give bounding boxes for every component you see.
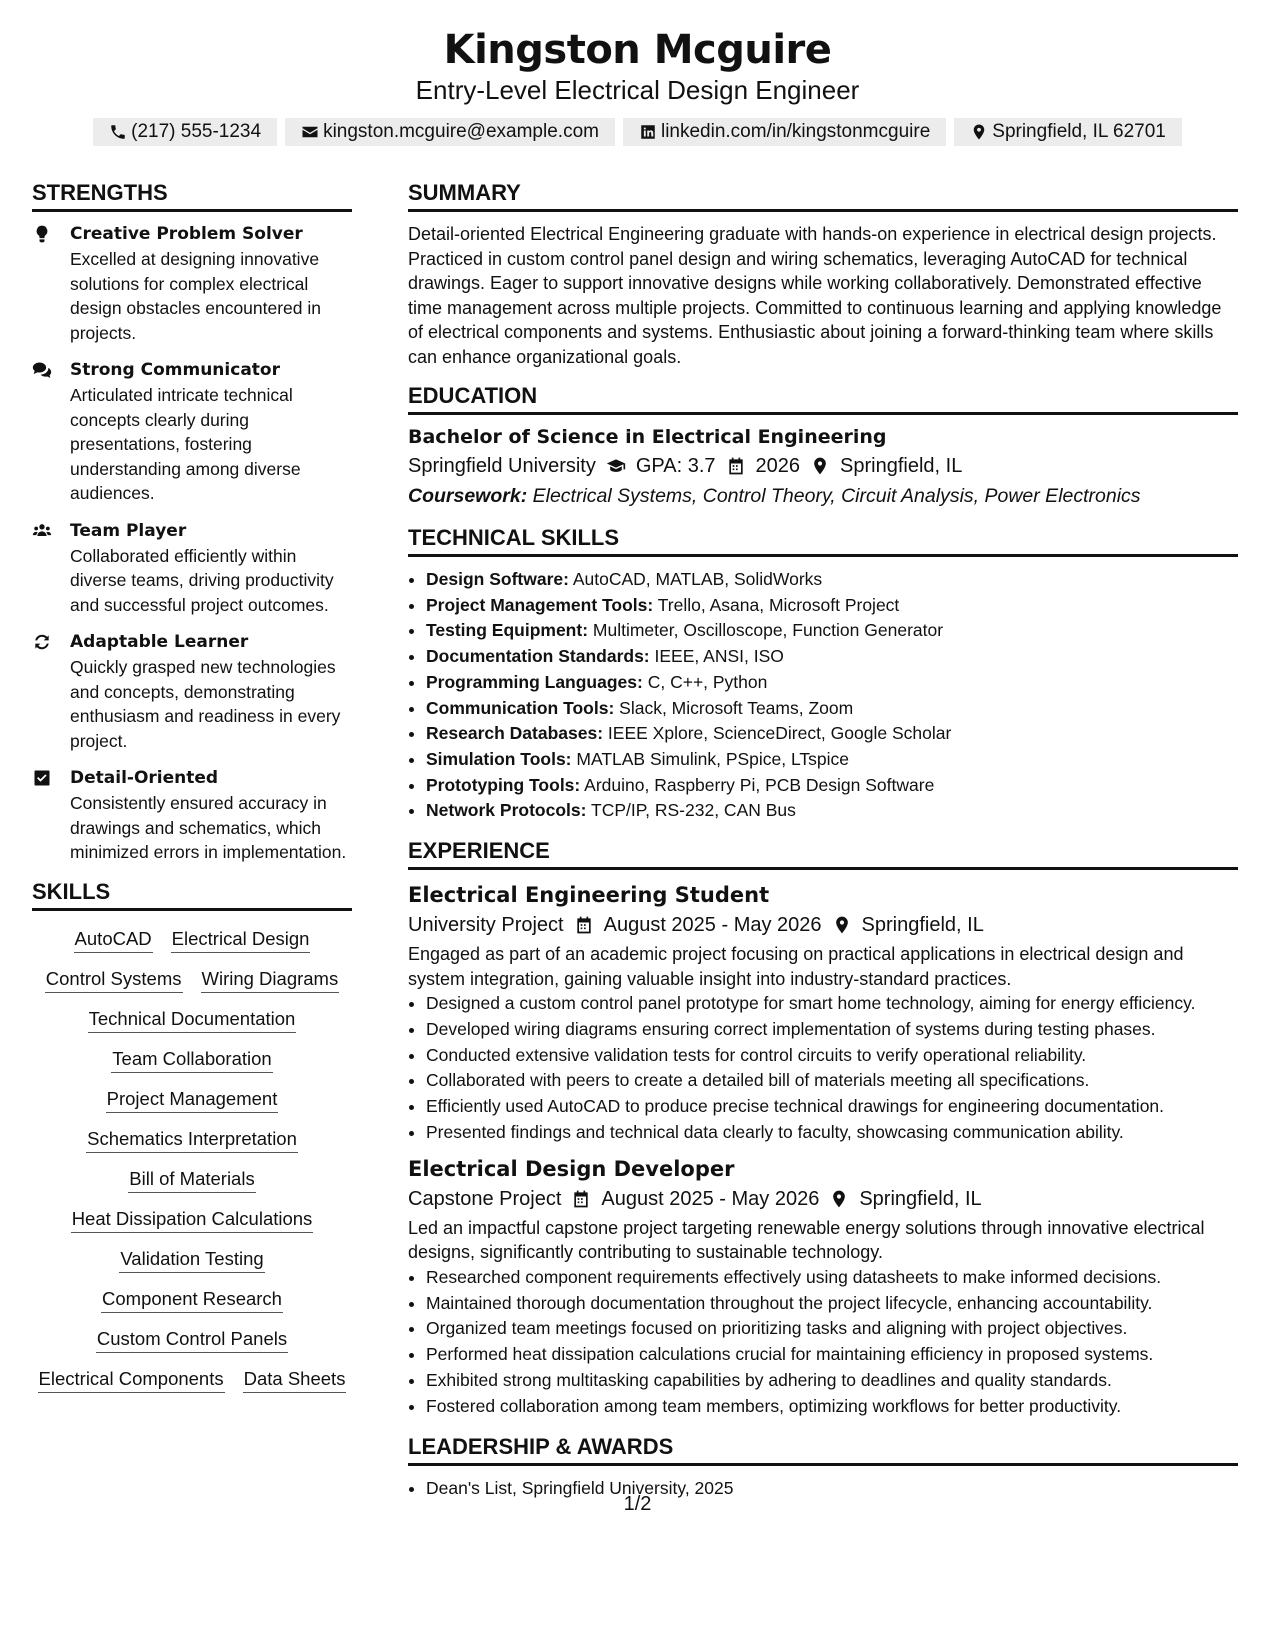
contact-phone [93, 118, 277, 146]
gpa-text: GPA: 3.7 [635, 455, 716, 477]
strength-item [32, 358, 352, 506]
summary-text: Detail-oriented Electrical Engineering graduate with hands-on experience in electrical design projects. Practiced in custom control panel design and wiring schematics, leveraging AutoCAD for technical drawings. Eager to support innovative designs while working collaboratively. Demonstrated effective time management across multiple projects. Committed to continuous learning and applying knowledge of electrical components and systems. Enthusiastic about joining a forward-thinking team where skills can enhance organizational goals. [408, 224, 1222, 367]
job-bullet: • Organized team meetings focused on prioritizing tasks and aligning with project objectives. [426, 1316, 1238, 1342]
email-text[interactable]: kingston.mcguire@example.com [323, 121, 599, 142]
job-bullet: • Researched component requirements effectively using datasheets to make informed decisions. [426, 1265, 1238, 1291]
strength-desc: Articulated intricate technical concepts clearly during presentations, fostering understanding among diverse audiences. [70, 385, 301, 503]
strengths-heading: STRENGTHS [32, 180, 352, 212]
tech-skill-label: Simulation Tools: [426, 748, 572, 769]
map-marker-icon [829, 1189, 849, 1209]
calendar-icon [574, 915, 594, 935]
tech-skill-label: Documentation Standards: [426, 646, 650, 667]
tech-skill-value: Arduino, Raspberry Pi, PCB Design Software [584, 774, 935, 795]
tech-skill-value: AutoCAD, MATLAB, SolidWorks [572, 569, 823, 589]
job-location: Springfield, IL [859, 1187, 982, 1210]
comments-icon [32, 360, 52, 380]
degree-title: Bachelor of Science in Electrical Engineering [408, 426, 887, 448]
job-bullet: • Conducted extensive validation tests for control circuits to verify operational reliability. [426, 1043, 1238, 1069]
linkedin-icon [639, 123, 657, 141]
strength-item [32, 630, 352, 753]
tech-skill-item [426, 644, 1238, 670]
job-dates: August 2025 - May 2026 [601, 1187, 820, 1210]
check-square-icon [32, 768, 52, 788]
technical-skills-list [408, 567, 1238, 824]
tech-skill-value: Trello, Asana, Microsoft Project [657, 594, 900, 615]
strength-desc: Collaborated efficiently within diverse teams, driving productivity and successful project outcomes. [70, 545, 334, 615]
job-bullets [408, 1265, 1238, 1420]
phone-icon [109, 123, 127, 141]
coursework-text: Electrical Systems, Control Theory, Circuit Analysis, Power Electronics [532, 485, 1141, 507]
skill-tag: Technical Documentation [88, 1005, 297, 1033]
award-item: • Dean's List, Springfield University, 2025 [426, 1476, 1238, 1502]
tech-skill-item [426, 670, 1238, 696]
contact-bar [0, 118, 1275, 146]
lightbulb-icon [32, 224, 52, 244]
job-bullet: • Performed heat dissipation calculations crucial for maintaining efficiency in proposed systems. [426, 1342, 1238, 1368]
tech-skill-label: Research Databases: [426, 723, 604, 744]
education-meta [408, 451, 1238, 481]
envelope-icon [301, 123, 319, 141]
experience-entry [408, 1154, 1238, 1420]
experience-entry [408, 880, 1238, 1146]
skill-tag: Bill of Materials [128, 1165, 255, 1193]
strength-desc: Consistently ensured accuracy in drawings and schematics, which minimized errors in implementation. [70, 793, 347, 862]
phone-text: (217) 555-1234 [131, 121, 262, 142]
map-marker-icon [810, 456, 830, 476]
job-title: Electrical Engineering Student [408, 883, 770, 908]
tech-skill-value: IEEE, ANSI, ISO [654, 646, 784, 667]
tech-skill-label: Network Protocols: [426, 800, 587, 821]
job-org: University Project [408, 914, 564, 937]
location-text: Springfield, IL 62701 [992, 121, 1166, 142]
contact-email[interactable] [285, 118, 615, 146]
job-bullet: • Presented findings and technical data clearly to faculty, showcasing communication ability. [426, 1120, 1238, 1146]
strength-desc: Quickly grasped new technologies and concepts, demonstrating enthusiasm and readiness in every project. [70, 657, 341, 751]
skill-tag: Data Sheets [243, 1365, 347, 1393]
skill-tag: Custom Control Panels [96, 1325, 288, 1353]
skill-tag: Control Systems [45, 965, 183, 993]
coursework [408, 481, 1238, 511]
candidate-headline: Entry-Level Electrical Design Engineer [415, 75, 860, 105]
job-meta [408, 910, 1238, 940]
job-location: Springfield, IL [861, 914, 984, 937]
skill-tag: Schematics Interpretation [86, 1125, 298, 1153]
candidate-name: Kingston Mcguire [443, 27, 832, 73]
job-org: Capstone Project [408, 1187, 562, 1210]
tech-skill-label: Project Management Tools: [426, 594, 654, 615]
job-bullet: • Collaborated with peers to create a detailed bill of materials meeting all specifications. [426, 1068, 1238, 1094]
tech-skill-value: TCP/IP, RS-232, CAN Bus [591, 800, 796, 821]
tech-skill-value: C, C++, Python [647, 671, 768, 692]
experience-heading: EXPERIENCE [408, 838, 1238, 870]
strength-desc: Excelled at designing innovative solutions for complex electrical design obstacles encountered in projects. [70, 249, 322, 343]
leadership-heading: LEADERSHIP & AWARDS [408, 1434, 1238, 1466]
right-column [408, 180, 1238, 1501]
tech-skill-value: Slack, Microsoft Teams, Zoom [619, 697, 854, 718]
job-summary: Engaged as part of an academic project focusing on practical applications in electrical design and system integration, gaining valuable insight into industry-standard practices. [408, 944, 1184, 989]
job-bullet: • Exhibited strong multitasking capabilities by adhering to deadlines and quality standards. [426, 1368, 1238, 1394]
tech-skill-label: Design Software: [426, 569, 569, 589]
skill-tag: Wiring Diagrams [201, 965, 340, 993]
skills-list [32, 921, 352, 1393]
skill-tag: Project Management [106, 1085, 279, 1113]
strength-item [32, 519, 352, 618]
technical-skills-heading: TECHNICAL SKILLS [408, 525, 1238, 557]
education-heading: EDUCATION [408, 383, 1238, 415]
skill-tag: Team Collaboration [111, 1045, 272, 1073]
linkedin-text[interactable]: linkedin.com/in/kingstonmcguire [660, 121, 931, 142]
summary-heading: SUMMARY [408, 180, 1238, 212]
tech-skill-item [426, 798, 1238, 824]
tech-skill-item [426, 696, 1238, 722]
calendar-icon [571, 1189, 591, 1209]
strength-item [32, 222, 352, 345]
job-bullet: • Designed a custom control panel prototype for smart home technology, aiming for energy efficiency. [426, 991, 1238, 1017]
skill-tag: Heat Dissipation Calculations [71, 1205, 314, 1233]
sync-icon [32, 632, 52, 652]
contact-linkedin[interactable] [623, 118, 946, 146]
resume-header [0, 0, 1275, 146]
job-bullet: • Maintained thorough documentation throughout the project lifecycle, enhancing accountability. [426, 1291, 1238, 1317]
tech-skill-value: IEEE Xplore, ScienceDirect, Google Scholar [607, 723, 952, 744]
graduation-year: 2026 [755, 455, 801, 477]
map-marker-icon [970, 123, 988, 141]
school-name: Springfield University [408, 455, 596, 477]
contact-location [954, 118, 1182, 146]
job-meta [408, 1184, 1238, 1214]
tech-skill-item [426, 721, 1238, 747]
strength-title: Creative Problem Solver [70, 224, 303, 244]
skill-tag: Electrical Components [38, 1365, 225, 1393]
skill-tag: Component Research [101, 1285, 283, 1313]
graduation-cap-icon [606, 456, 626, 476]
job-bullet: • Fostered collaboration among team members, optimizing workflows for better productivity. [426, 1394, 1238, 1420]
tech-skill-item [426, 567, 1238, 593]
tech-skill-item [426, 618, 1238, 644]
job-dates: August 2025 - May 2026 [603, 914, 822, 937]
tech-skill-label: Programming Languages: [426, 671, 643, 692]
skill-tag: Validation Testing [119, 1245, 264, 1273]
strength-title: Team Player [70, 520, 187, 541]
page-number: 1/2 [623, 1493, 652, 1515]
strength-title: Adaptable Learner [70, 632, 249, 652]
tech-skill-value: MATLAB Simulink, PSpice, LTspice [576, 748, 850, 769]
job-summary: Led an impactful capstone project targeting renewable energy solutions through innovative electrical designs, significantly contributing to sustainable technology. [408, 1217, 1205, 1263]
strength-title: Detail-Oriented [70, 768, 219, 788]
calendar-icon [726, 456, 746, 476]
job-bullet: • Developed wiring diagrams ensuring correct implementation of systems during testing phases. [426, 1017, 1238, 1043]
coursework-label: Coursework: [408, 485, 528, 507]
tech-skill-label: Testing Equipment: [426, 620, 589, 641]
job-title: Electrical Design Developer [408, 1156, 735, 1181]
tech-skill-item [426, 593, 1238, 619]
tech-skill-label: Prototyping Tools: [426, 774, 581, 795]
tech-skill-value: Multimeter, Oscilloscope, Function Generator [592, 620, 944, 641]
map-marker-icon [832, 915, 852, 935]
strength-item [32, 766, 352, 865]
left-column [32, 180, 352, 1501]
users-icon [32, 521, 52, 541]
skill-tag: AutoCAD [74, 925, 153, 953]
education-location: Springfield, IL [840, 455, 963, 477]
strength-title: Strong Communicator [70, 360, 280, 380]
tech-skill-item [426, 747, 1238, 773]
job-bullets [408, 991, 1238, 1146]
job-bullet: • Efficiently used AutoCAD to produce precise technical drawings for engineering documentation. [426, 1094, 1238, 1120]
tech-skill-label: Communication Tools: [426, 697, 615, 718]
tech-skill-item [426, 773, 1238, 799]
skills-heading: SKILLS [32, 879, 352, 911]
skill-tag: Electrical Design [171, 925, 311, 953]
